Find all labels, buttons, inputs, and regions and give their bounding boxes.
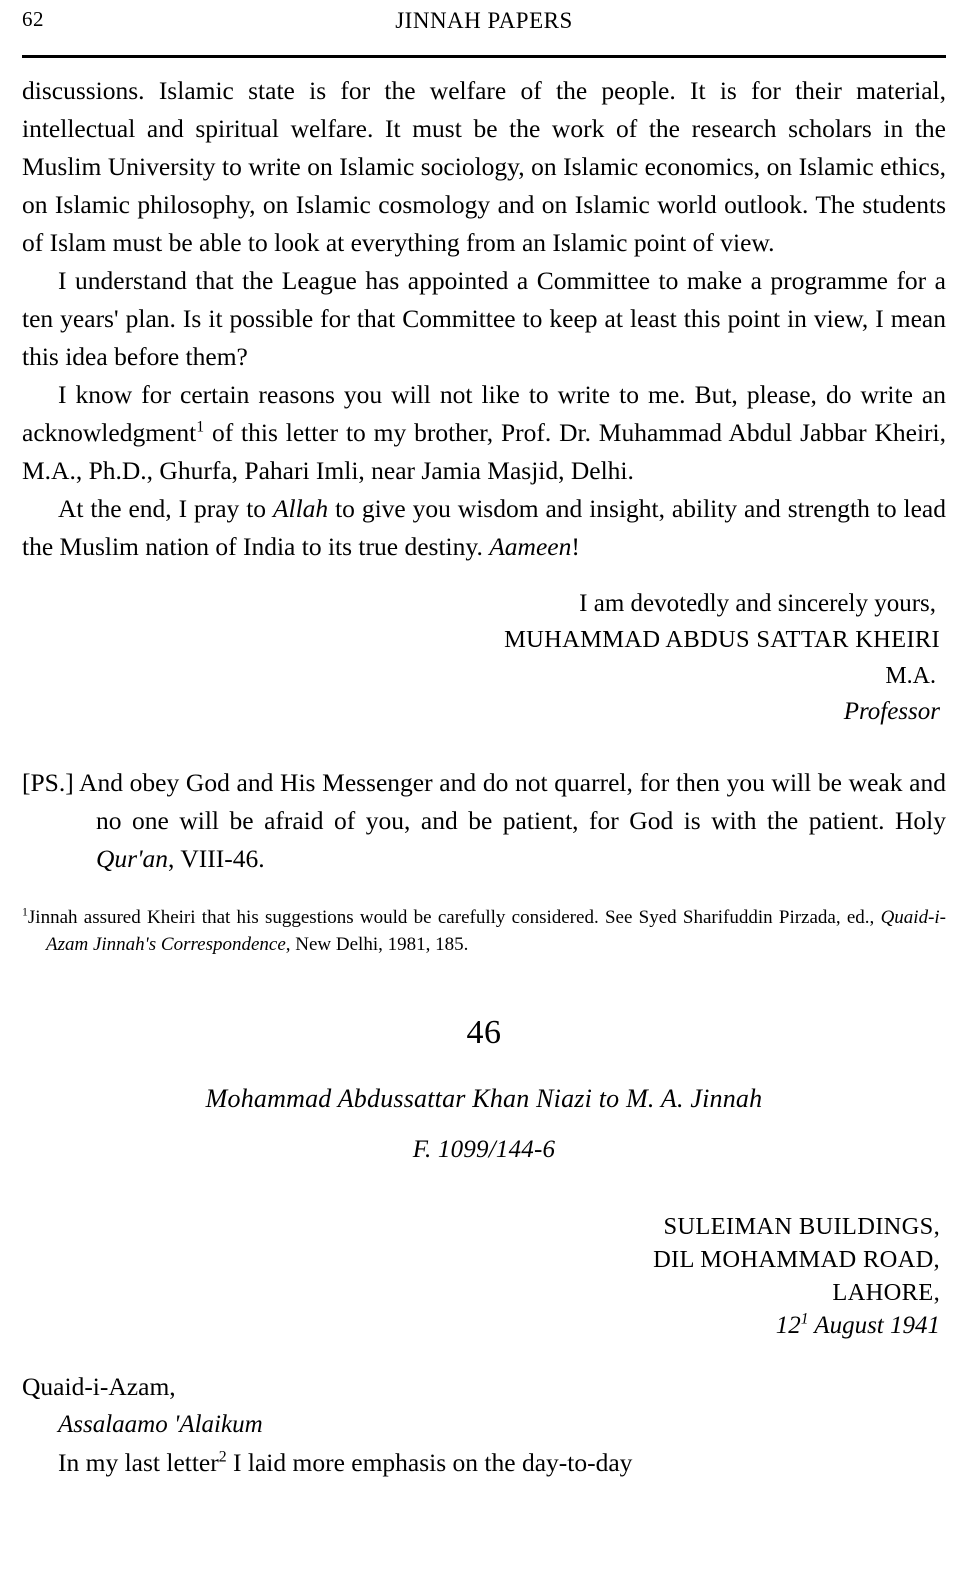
address-line-2: DIL MOHAMMAD ROAD,: [653, 1246, 940, 1273]
footnote-marker-2: 2: [218, 1448, 227, 1466]
para4-text-b: to give you wisdom and insight, ability and strength to lead the Muslim nation of India to its true destiny.: [22, 494, 946, 561]
signatory-title: Professor: [843, 698, 940, 725]
closing-line: I am devotedly and sincerely yours,: [579, 590, 936, 617]
header-rule: [22, 55, 946, 58]
postscript-text-a: And obey God and His Messenger and do not quarrel, for then you will be weak and no one will be afraid of you, and be patient, for God is with the patient. Holy: [73, 768, 946, 835]
letter-address-block: [22, 1210, 946, 1342]
footnote-citation-title: Quaid-i-Azam Jinnah's Correspondence: [46, 907, 946, 955]
footnote-1: [22, 904, 946, 958]
footnote-number: 1: [22, 905, 28, 919]
address-line-3: LAHORE,: [832, 1279, 940, 1306]
para3-text-b: of this letter to my brother, Prof. Dr. Muhammad Abdul Jabbar Kheiri, M.A., Ph.D., Ghurfa, Pahari Imli, near Jamia Masjid, Delhi.: [22, 418, 946, 485]
postscript-block: [22, 764, 946, 878]
date-day: 12: [775, 1312, 801, 1339]
para4-text-a: At the end, I pray to: [58, 494, 273, 523]
body-text: [22, 72, 946, 566]
paragraph-prayer: [22, 490, 946, 566]
signature-block: [22, 586, 946, 730]
para4-text-c: !: [571, 532, 580, 561]
document-number: 46: [466, 1014, 502, 1051]
paragraph-acknowledgment: [22, 376, 946, 490]
page-number: 62: [22, 7, 44, 31]
para3-text-a: I know for certain reasons you will not like to write to me. But, please, do write an acknowledgment: [22, 380, 946, 447]
greeting-line: Assalaamo 'Alaikum: [58, 1411, 263, 1438]
para4-allah: Allah: [272, 494, 329, 523]
footnote-marker-1: 1: [196, 418, 205, 436]
document-reference: F. 1099/144-6: [412, 1136, 556, 1163]
postscript-quran: Qur'an: [96, 844, 169, 873]
signatory-degree: M.A.: [885, 663, 936, 689]
address-line-1: SULEIMAN BUILDINGS,: [663, 1213, 940, 1240]
para4-aameen: Aameen: [489, 532, 572, 561]
salutation-line: Quaid-i-Azam,: [22, 1372, 176, 1401]
footnote-text-b: , New Delhi, 1981, 185.: [285, 934, 469, 955]
opening-text-b: I laid more emphasis on the day-to-day: [226, 1448, 633, 1477]
page-header: [22, 0, 946, 52]
signatory-name: MUHAMMAD ABDUS SATTAR KHEIRI: [504, 626, 940, 653]
postscript-paragraph: [22, 764, 946, 878]
letter-salutation-block: [22, 1368, 946, 1444]
postscript-label: [PS.]: [22, 768, 74, 797]
paragraph-committee: I understand that the League has appointed a Committee to make a programme for a ten years' plan. Is it possible for that Committee to keep at least this point in view, I mean this idea before them?: [22, 266, 946, 371]
date-footnote-marker: 1: [800, 1310, 809, 1328]
footnote-text-a: Jinnah assured Kheiri that his suggestions would be carefully considered. See Syed Sharifuddin Pirzada, ed.,: [27, 907, 881, 928]
letter-date: [22, 1309, 940, 1342]
running-title: JINNAH PAPERS: [395, 8, 573, 33]
footnote-block: [22, 904, 946, 958]
paragraph-continuation: discussions. Islamic state is for the welfare of the people. It is for their material, intellectual and spiritual welfare. It must be the work of the research scholars in the Muslim University to write on Islamic sociology, on Islamic economics, on Islamic ethics, on Islamic philosophy, on Islamic cosmology and on Islamic world outlook. The students of Islam must be able to look at everything from an Islamic point of view.: [22, 76, 946, 257]
postscript-text-b: , VIII-46.: [168, 844, 265, 873]
date-rest: August 1941: [808, 1312, 940, 1339]
opening-text-a: In my last letter: [58, 1448, 219, 1477]
letter-opening-paragraph: [22, 1444, 946, 1482]
document-title: Mohammad Abdussattar Khan Niazi to M. A. Jinnah: [205, 1084, 763, 1113]
